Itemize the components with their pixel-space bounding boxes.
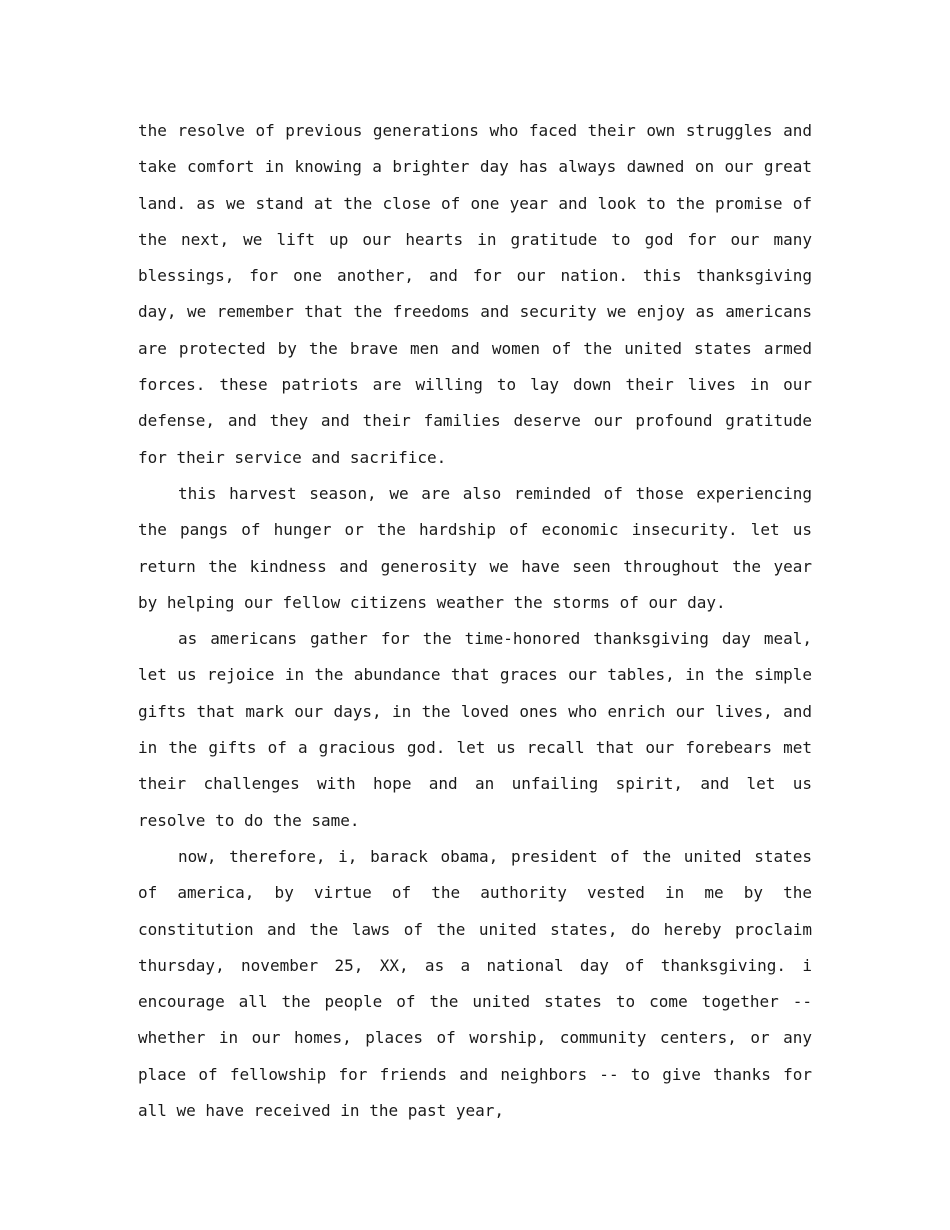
- paragraph-4: now, therefore, i, barack obama, president of the united states of america, by virtue of the authority vested in me by the constitution and the laws of the united states, do hereby proclaim thursday, november 25, XX, as a national day of thanksgiving. i encourage all the people of the united states to come together -- whether in our homes, places of worship, community centers, or any place of fellowship for friends and neighbors -- to give thanks for all we have received in the past year,: [138, 846, 812, 1121]
- paragraph-3: as americans gather for the time-honored thanksgiving day meal, let us rejoice in the abundance that graces our tables, in the simple gifts that mark our days, in the loved ones who enrich our lives, and in the gifts of a gracious god. let us recall that our forebears met their challenges with hope and an unfailing spirit, and let us resolve to do the same.: [138, 629, 812, 830]
- paragraph-1: the resolve of previous generations who faced their own struggles and take comfort in knowing a brighter day has always dawned on our great land. as we stand at the close of one year and look to the promise of the next, we lift up our hearts in gratitude to god for our many blessings, for one another, and for our nation. this thanksgiving day, we remember that the freedoms and security we enjoy as americans are protected by the brave men and women of the united states armed forces. these patriots are willing to lay down their lives in our defense, and they and their families deserve our profound gratitude for their service and sacrifice.: [138, 121, 812, 467]
- paragraph-2: this harvest season, we are also reminded of those experiencing the pangs of hunger or the hardship of economic insecurity. let us return the kindness and generosity we have seen throughout the year by helping our fellow citizens weather the storms of our day.: [138, 483, 812, 612]
- body-text: [138, 113, 812, 1129]
